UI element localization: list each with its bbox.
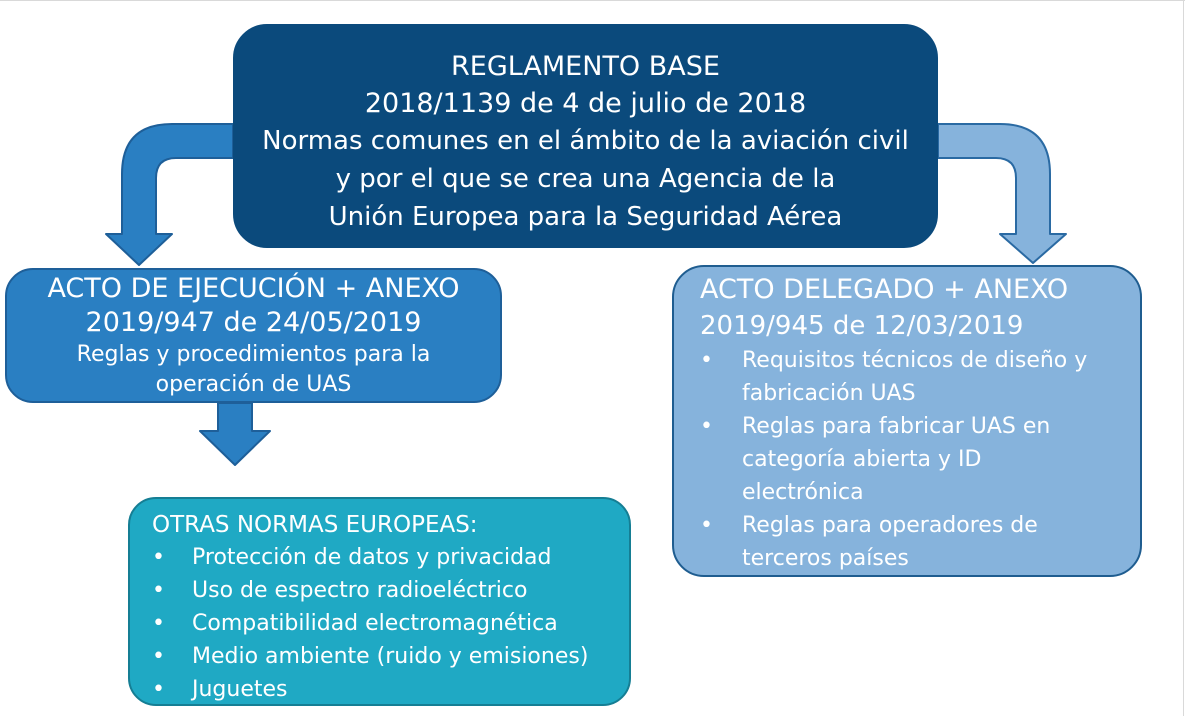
otras-normas-title: OTRAS NORMAS EUROPEAS: bbox=[152, 512, 478, 538]
reglamento-base-description-line: Unión Europea para la Seguridad Aérea bbox=[328, 202, 843, 232]
reglamento-base-description-line: y por el que se crea una Agencia de la bbox=[335, 164, 836, 194]
acto-delegado-reference: 2019/945 de 12/03/2019 bbox=[700, 311, 1024, 341]
arrow-base-to-delegado bbox=[938, 124, 1066, 263]
reglamento-base-box bbox=[233, 24, 938, 248]
reglamento-base-title: REGLAMENTO BASE bbox=[451, 51, 720, 82]
list-item bbox=[152, 541, 629, 574]
list-item-line: Reglas para operadores de bbox=[742, 513, 1038, 538]
list-item-line: Reglas para fabricar UAS en bbox=[742, 414, 1051, 439]
acto-delegado-title: ACTO DELEGADO + ANEXO bbox=[700, 274, 1069, 305]
bullet-icon: • bbox=[700, 513, 713, 538]
list-item bbox=[700, 410, 1140, 509]
list-item-line: electrónica bbox=[742, 480, 864, 505]
bullet-icon: • bbox=[152, 644, 165, 669]
list-item bbox=[700, 509, 1140, 575]
acto-ejecucion-reference: 2019/947 de 24/05/2019 bbox=[85, 307, 422, 338]
bullet-icon: • bbox=[152, 611, 165, 636]
acto-delegado-box bbox=[672, 265, 1142, 577]
list-item-text: Juguetes bbox=[192, 677, 288, 702]
list-item bbox=[152, 673, 629, 706]
acto-ejecucion-box bbox=[5, 268, 502, 403]
list-item bbox=[152, 574, 629, 607]
list-item-text: Protección de datos y privacidad bbox=[192, 545, 552, 570]
list-item bbox=[152, 607, 629, 640]
acto-ejecucion-description-line: operación de UAS bbox=[155, 372, 352, 397]
bullet-icon: • bbox=[700, 414, 713, 439]
list-item-text: Uso de espectro radioeléctrico bbox=[192, 578, 528, 603]
arrow-base-to-ejecucion bbox=[106, 124, 233, 265]
list-item-line: fabricación UAS bbox=[742, 381, 916, 406]
acto-delegado-list bbox=[700, 344, 1140, 575]
list-item-line: categoría abierta y ID bbox=[742, 447, 982, 472]
reglamento-base-description-line: Normas comunes en el ámbito de la aviación civil bbox=[262, 126, 909, 156]
acto-ejecucion-title: ACTO DE EJECUCIÓN + ANEXO bbox=[47, 273, 460, 304]
bullet-icon: • bbox=[152, 578, 165, 603]
acto-ejecucion-description-line: Reglas y procedimientos para la bbox=[76, 342, 431, 367]
bullet-icon: • bbox=[700, 348, 713, 373]
bullet-icon: • bbox=[152, 545, 165, 570]
arrow-ejecucion-to-otras bbox=[200, 403, 270, 465]
otras-normas-box bbox=[128, 497, 631, 706]
list-item-line: Requisitos técnicos de diseño y bbox=[742, 348, 1088, 373]
list-item-text: Compatibilidad electromagnética bbox=[192, 611, 558, 636]
list-item-line: terceros países bbox=[742, 546, 909, 571]
otras-normas-list bbox=[152, 541, 629, 706]
reglamento-base-reference: 2018/1139 de 4 de julio de 2018 bbox=[364, 88, 807, 119]
list-item bbox=[700, 344, 1140, 410]
bullet-icon: • bbox=[152, 677, 165, 702]
list-item-text: Medio ambiente (ruido y emisiones) bbox=[192, 644, 589, 669]
list-item bbox=[152, 640, 629, 673]
